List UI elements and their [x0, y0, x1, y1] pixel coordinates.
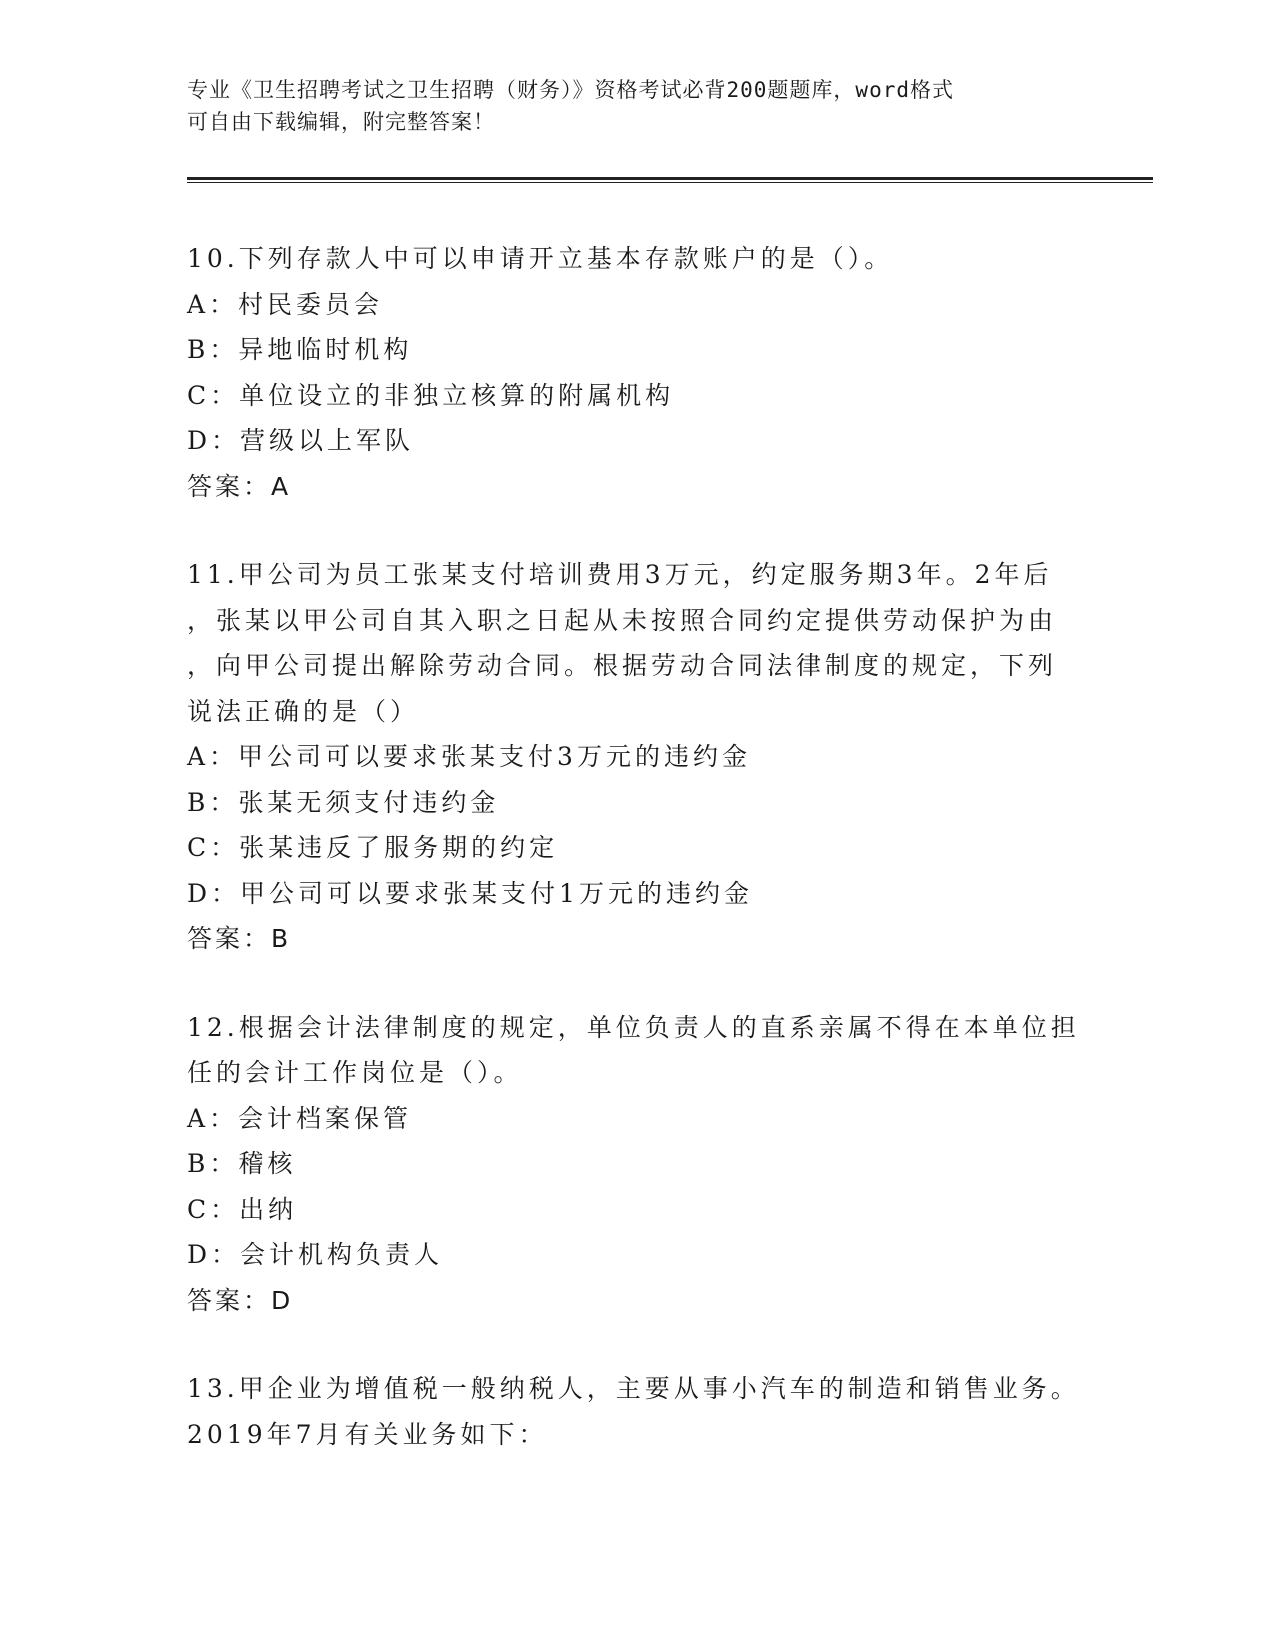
question-stem: 任的会计工作岗位是（）。 [187, 1058, 523, 1087]
option-b: B：稽核 [187, 1149, 297, 1178]
question-stem: 12.根据会计法律制度的规定，单位负责人的直系亲属不得在本单位担 [187, 1012, 1080, 1042]
option-d: D：营级以上军队 [187, 426, 415, 455]
answer: 答案：B [187, 924, 292, 953]
question-stem: 11.甲公司为员工张某支付培训费用3万元，约定服务期3年。2年后 [187, 560, 1053, 589]
option-d: D：甲公司可以要求张某支付1万元的违约金 [187, 878, 753, 908]
header-line-2: 可自由下载编辑，附完整答案！ [187, 110, 495, 134]
question-stem: ，向甲公司提出解除劳动合同。根据劳动合同法律制度的规定，下列 [187, 651, 1058, 680]
header-rule-thick [187, 177, 1153, 180]
question-10 [187, 236, 1067, 509]
document-header [187, 74, 1067, 138]
option-b: B：张某无须支付违约金 [187, 787, 500, 817]
question-stem: 说法正确的是（） [187, 696, 420, 726]
option-c: C：单位设立的非独立核算的附属机构 [187, 380, 675, 410]
option-d: D：会计机构负责人 [187, 1240, 444, 1269]
option-a: A：会计档案保管 [187, 1103, 413, 1133]
question-stem: 13.甲企业为增值税一般纳税人，主要从事小汽车的制造和销售业务。 [187, 1374, 1080, 1403]
answer: 答案：D [187, 1285, 294, 1315]
question-stem: 10.下列存款人中可以申请开立基本存款账户的是（）。 [187, 244, 894, 273]
question-list [187, 236, 1080, 1457]
option-c: C：出纳 [187, 1194, 298, 1224]
question-11 [187, 552, 1067, 962]
answer: 答案：A [187, 471, 292, 501]
option-c: C：张某违反了服务期的约定 [187, 833, 559, 862]
question-stem: ，张某以甲公司自其入职之日起从未按照合同约定提供劳动保护为由 [187, 605, 1058, 635]
header-rule-thin [187, 182, 1153, 183]
option-a: A：甲公司可以要求张某支付3万元的违约金 [187, 742, 751, 771]
option-a: A：村民委员会 [187, 289, 384, 319]
question-12 [187, 1005, 1080, 1324]
question-stem: 2019年7月有关业务如下： [187, 1419, 548, 1449]
option-b: B：异地临时机构 [187, 335, 413, 364]
question-13 [187, 1366, 1080, 1457]
header-line-1: 专业《卫生招聘考试之卫生招聘（财务）》资格考试必背200题题库，word格式 [187, 78, 954, 102]
